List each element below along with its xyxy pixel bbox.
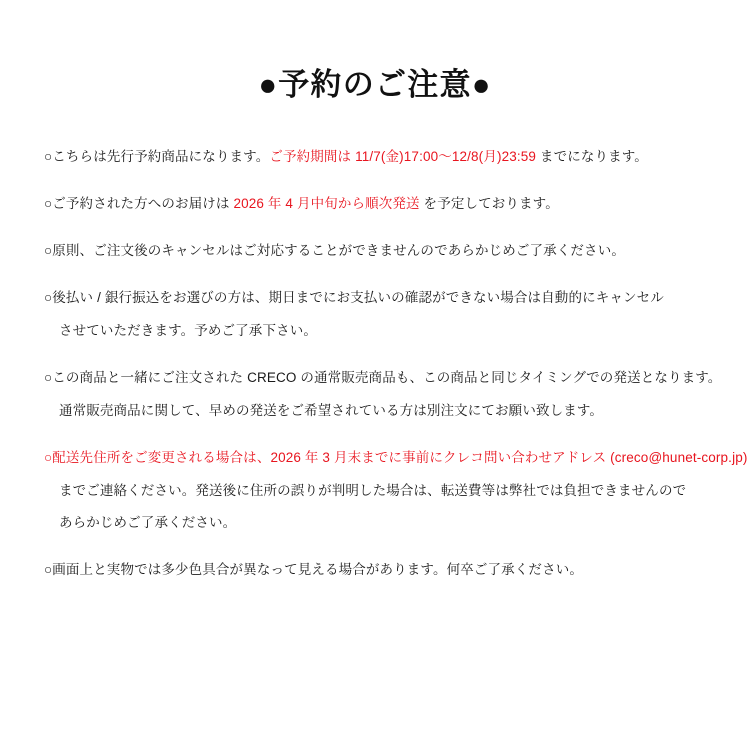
notice-item bbox=[44, 448, 748, 535]
notice-line bbox=[44, 401, 706, 422]
notice-text: ○原則、ご注文後のキャンセルはご対応することができませんのであらかじめご了承ください。 bbox=[44, 243, 625, 259]
notice-line bbox=[44, 321, 706, 342]
notice-line bbox=[44, 368, 722, 389]
notice-line bbox=[44, 513, 706, 534]
notice-text: ○ご予約された方へのお届けは bbox=[44, 196, 234, 212]
page-title: ●予約のご注意● bbox=[258, 67, 492, 102]
notice-text: 通常販売商品に関して、早めの発送をご希望されている方は別注文にてお願い致します。 bbox=[59, 402, 604, 418]
notice-line bbox=[44, 481, 706, 502]
notice-item bbox=[44, 288, 706, 342]
notice-text: ○こちらは先行予約商品になります。 bbox=[44, 149, 270, 165]
notice-line bbox=[44, 448, 748, 469]
notice-text: ○後払い / 銀行振込をお選びの方は、期日までにお支払いの確認ができない場合は自動的にキャンセル bbox=[44, 289, 664, 305]
notice-item bbox=[44, 560, 706, 581]
notice-text: ○画面上と実物では多少色具合が異なって見える場合があります。何卒ご了承ください。 bbox=[44, 562, 583, 578]
notice-highlight-text: 2026 年 4 月中旬から順次発送 bbox=[233, 196, 420, 212]
notice-highlight-text: ○配送先住所をご変更される場合は、2026 年 3 月末までに事前にクレコ問い合わせアドレス (creco@hunet-corp.jp) bbox=[44, 449, 748, 465]
notice-line bbox=[44, 288, 706, 309]
notice-text: させていただきます。予めご了承下さい。 bbox=[59, 322, 317, 338]
notice-text: あらかじめご了承ください。 bbox=[59, 515, 237, 531]
notice-highlight-text: ご予約期間は 11/7(金)17:00～12/8(月)23:59 bbox=[269, 149, 537, 165]
notice-text: を予定しております。 bbox=[419, 196, 559, 212]
notice-list bbox=[0, 103, 750, 581]
notice-item bbox=[44, 147, 706, 168]
notice-text: までご連絡ください。発送後に住所の誤りが判明した場合は、転送費等は弊社では負担できませんので bbox=[59, 482, 687, 498]
notice-line bbox=[44, 194, 706, 215]
notice-line bbox=[44, 241, 706, 262]
notice-text: までになります。 bbox=[536, 149, 648, 165]
notice-line bbox=[44, 147, 706, 168]
notice-text: ○この商品と一緒にご注文された CRECO の通常販売商品も、この商品と同じタイミングでの発送となります。 bbox=[44, 369, 722, 385]
notice-item bbox=[44, 368, 722, 422]
notice-item bbox=[44, 194, 706, 215]
notice-item bbox=[44, 241, 706, 262]
notice-line bbox=[44, 560, 706, 581]
